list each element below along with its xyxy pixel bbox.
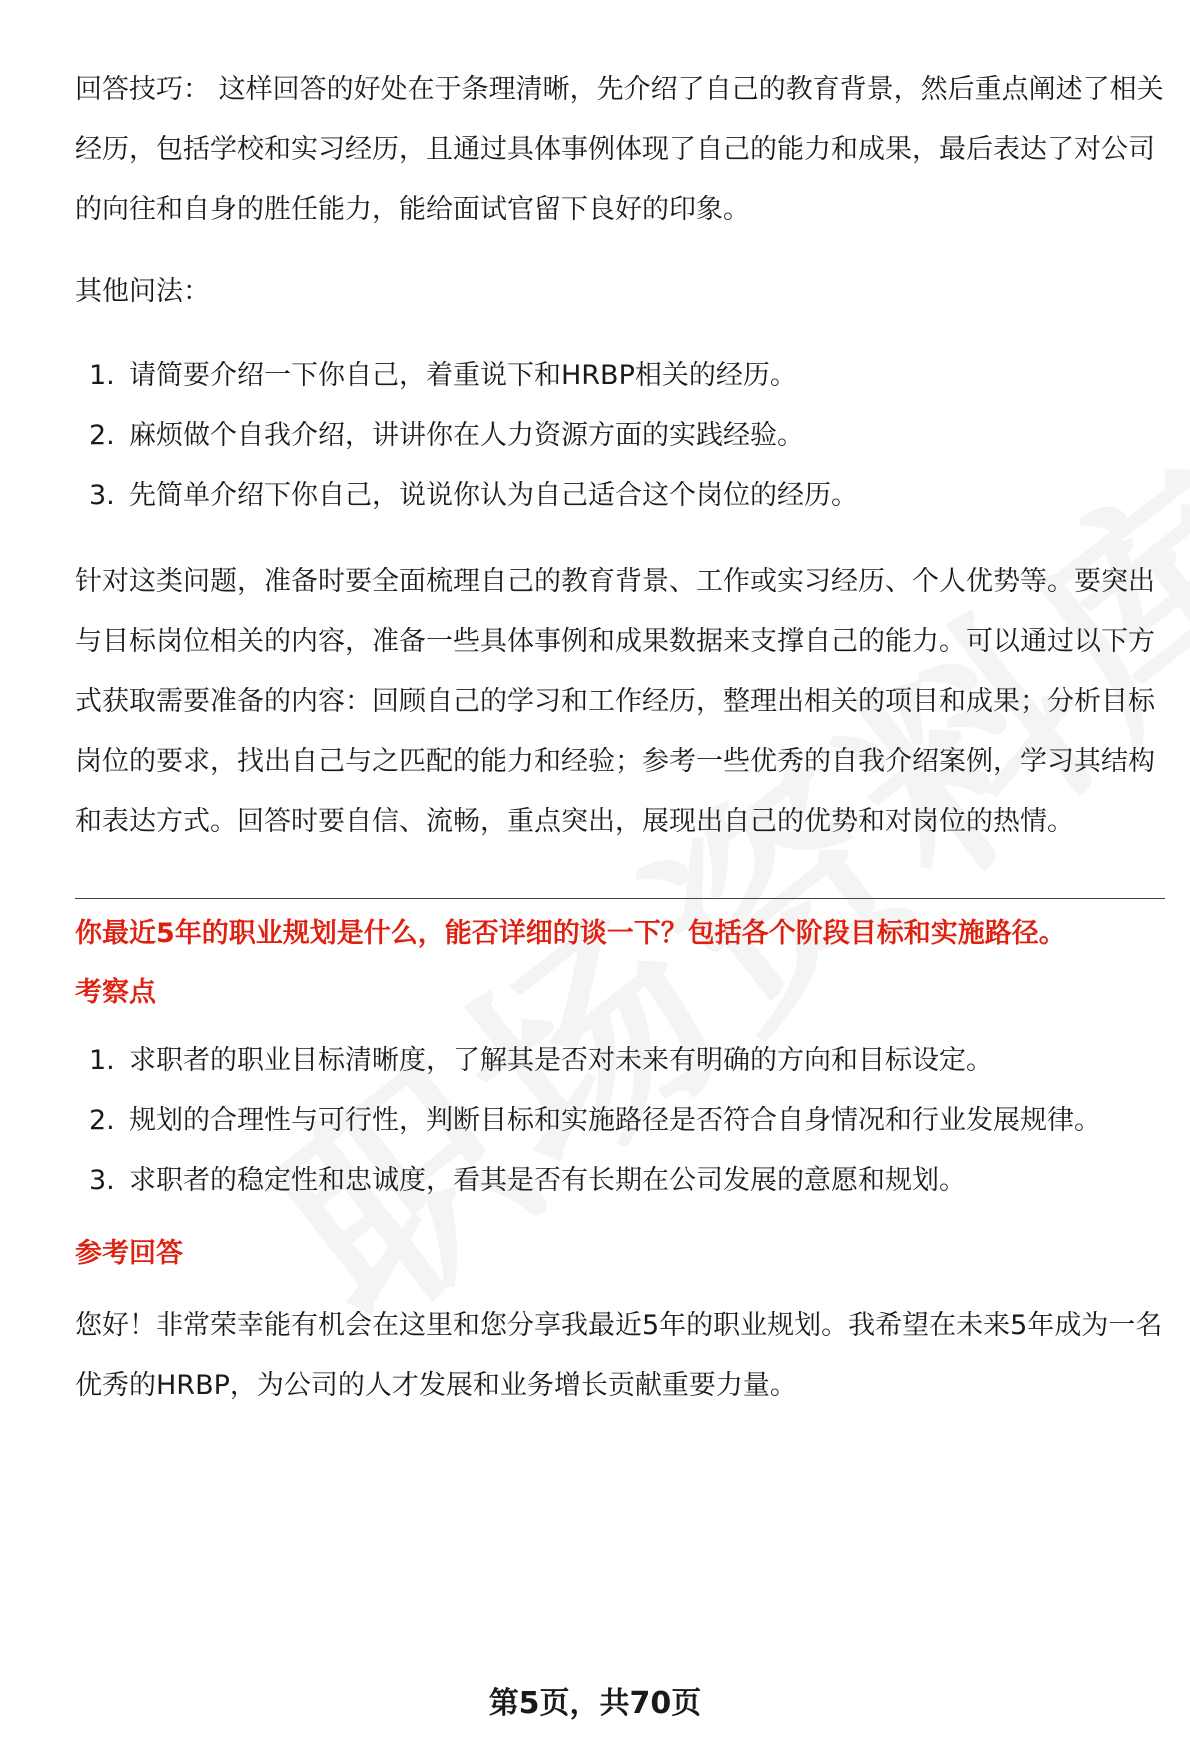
check-points-list bbox=[75, 1031, 1165, 1211]
list-item-text: 先简单介绍下你自己，说说你认为自己适合这个岗位的经历。 bbox=[129, 480, 858, 511]
list-item bbox=[75, 1091, 1165, 1151]
list-item-text: 麻烦做个自我介绍，讲讲你在人力资源方面的实践经验。 bbox=[129, 420, 804, 451]
list-item bbox=[75, 1031, 1165, 1091]
list-item-text: 求职者的稳定性和忠诚度，看其是否有长期在公司发展的意愿和规划。 bbox=[129, 1165, 966, 1196]
list-number: 3. bbox=[89, 480, 115, 511]
list-item-text: 求职者的职业目标清晰度，了解其是否对未来有明确的方向和目标设定。 bbox=[129, 1045, 993, 1076]
list-number: 1. bbox=[89, 360, 115, 391]
list-item-text: 请简要介绍一下你自己，着重说下和HRBP相关的经历。 bbox=[129, 360, 797, 391]
tips-paragraph: 回答技巧： 这样回答的好处在于条理清晰，先介绍了自己的教育背景，然后重点阐述了相关经历，包括学校和实习经历，且通过具体事例体现了自己的能力和成果，最后表达了对公司的向往和自身的胜任能力，能给面试官留下良好的印象。 bbox=[75, 74, 1164, 225]
page-number-footer: 第5页，共70页 bbox=[488, 1686, 702, 1721]
check-points-heading: 考察点 bbox=[75, 977, 156, 1008]
reference-answer-heading: 参考回答 bbox=[75, 1238, 183, 1269]
list-number: 2. bbox=[89, 420, 115, 451]
list-number: 2. bbox=[89, 1105, 115, 1136]
section-divider bbox=[75, 898, 1165, 899]
list-number: 3. bbox=[89, 1165, 115, 1196]
list-item bbox=[75, 1151, 1165, 1211]
reference-answer-paragraph: 您好！非常荣幸能有机会在这里和您分享我最近5年的职业规划。我希望在未来5年成为一名优秀的HRBP，为公司的人才发展和业务增长贡献重要力量。 bbox=[75, 1310, 1163, 1401]
list-number: 1. bbox=[89, 1045, 115, 1076]
other-questions-list bbox=[75, 346, 1165, 526]
list-item bbox=[75, 346, 1165, 406]
preparation-paragraph: 针对这类问题，准备时要全面梳理自己的教育背景、工作或实习经历、个人优势等。要突出与目标岗位相关的内容，准备一些具体事例和成果数据来支撑自己的能力。可以通过以下方式获取需要准备的内容：回顾自己的学习和工作经历，整理出相关的项目和成果；分析目标岗位的要求，找出自己与之匹配的能力和经验；参考一些优秀的自我介绍案例，学习其结构和表达方式。回答时要自信、流畅，重点突出，展现出自己的优势和对岗位的热情。 bbox=[75, 566, 1155, 837]
list-item bbox=[75, 406, 1165, 466]
page-content bbox=[75, 60, 1165, 1416]
question-heading: 你最近5年的职业规划是什么，能否详细的谈一下？包括各个阶段目标和实施路径。 bbox=[75, 918, 1066, 949]
list-item-text: 规划的合理性与可行性，判断目标和实施路径是否符合自身情况和行业发展规律。 bbox=[129, 1105, 1101, 1136]
list-item bbox=[75, 466, 1165, 526]
other-questions-label: 其他问法： bbox=[75, 276, 210, 307]
